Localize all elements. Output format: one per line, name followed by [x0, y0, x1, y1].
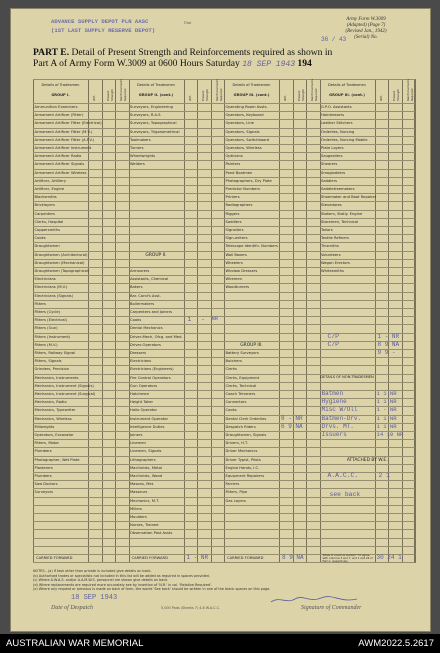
row-line	[33, 128, 415, 129]
trade-label: Driver-Mech, Ofcg. and Med.	[130, 334, 183, 339]
trade-label: Carpenters	[34, 211, 55, 216]
trade-label: Drivers, H.T.	[225, 441, 248, 446]
trade-label: Bakers	[130, 285, 143, 290]
row-line	[33, 505, 415, 506]
group-header: GROUP III.	[240, 342, 263, 348]
row-line	[33, 79, 415, 80]
row-line	[33, 160, 415, 161]
sub-column-header: W.E.	[187, 95, 192, 101]
row-line	[33, 382, 415, 383]
row-line	[33, 390, 415, 391]
trade-label: Operators, Keyboard	[225, 113, 264, 118]
non-tradesmen-header: DETAILS OF NON-TRADESMEN	[320, 374, 374, 379]
trade-label: Clerks, Equipment	[225, 375, 260, 380]
report-date: 18 SEP 1943	[242, 60, 296, 69]
row-line	[33, 300, 415, 301]
trade-label: Plate Layers	[321, 146, 344, 150]
unit-label: Unit	[184, 20, 192, 25]
trade-label: Saddlers	[321, 178, 338, 183]
footer-bar	[0, 634, 440, 653]
row-line	[33, 456, 415, 457]
trade-label: Equipment Repairers	[225, 474, 265, 478]
handwritten-value: 14 10 NR	[376, 431, 404, 438]
trade-label: Bar. Cond's Asst.	[130, 293, 161, 298]
trade-label: Mechanics, M.T.	[130, 498, 160, 503]
trade-label: Engine Hands, I.C.	[225, 465, 260, 470]
row-line	[33, 488, 415, 489]
trade-label: Riggers	[225, 211, 240, 216]
row-line	[33, 324, 415, 325]
trade-label: Instrument Operator	[130, 416, 168, 421]
trade-label: Tinsmiths	[321, 244, 339, 249]
trade-label: Orderlies, Nursing Mobile	[321, 137, 368, 142]
trade-label: Ammunition Examiners	[34, 105, 78, 109]
trade-label: Surveyors, Topographical	[130, 121, 177, 126]
trade-label: Orderlies, Nursing	[321, 129, 355, 134]
serial-number: 36 / 43	[321, 36, 347, 43]
trade-label: Hatchmen	[130, 392, 150, 396]
trade-label: Artificer, Artillery	[34, 178, 67, 183]
trade-label: Coach Trimmers	[225, 392, 256, 396]
trade-label: Cooks	[34, 236, 46, 241]
handwritten-value: 1	[187, 316, 192, 324]
trade-label: Saddletreemakers	[321, 187, 355, 191]
trade-label: Operating Room Assts.	[225, 105, 268, 109]
column-header: Details of Tradesmen	[137, 83, 175, 87]
trade-label: Saddlers	[225, 219, 242, 224]
trade-label: Wheelers	[225, 260, 243, 265]
trade-label: Volunteers	[321, 252, 341, 257]
trade-label: Tailors	[321, 228, 333, 232]
note-line: NOTES.- (a) If task other than private is included give details on back.	[33, 569, 152, 573]
handwritten-value: 1 1 NR	[376, 414, 397, 422]
row-line	[33, 521, 415, 522]
row-line	[33, 283, 415, 284]
carried-forward-label: CARRIED FORWARD	[227, 556, 264, 560]
trade-label: Fitters, Railway Signal	[34, 351, 76, 355]
sub-column-header: Present Strength	[392, 88, 400, 101]
trade-label: Electricians	[34, 277, 56, 282]
trade-label: Wiremen	[225, 277, 242, 282]
trade-label: Masons, Met.	[130, 482, 155, 487]
row-line	[33, 226, 415, 227]
handwritten-value: NR	[211, 316, 218, 323]
row-line	[33, 242, 415, 243]
handwritten-value: 1 - NR	[377, 332, 400, 340]
trade-label: Linemen	[130, 441, 146, 446]
trade-label: Machinists, Wood	[130, 474, 163, 478]
row-line	[33, 464, 415, 465]
row-line	[33, 201, 415, 202]
form-title	[33, 47, 413, 70]
row-line	[33, 308, 415, 309]
trade-label: Farriers	[225, 482, 240, 487]
row-line	[33, 267, 415, 268]
trade-label: Electricians (Engineers)	[130, 367, 174, 372]
row-line	[33, 292, 415, 293]
trade-label: Blacksmiths	[34, 195, 57, 200]
row-line	[33, 275, 415, 276]
trade-label: Clerks, Hospital	[34, 219, 64, 224]
row-line	[33, 136, 415, 137]
trade-label: Turners	[130, 146, 144, 150]
trade-label: Smoglodders	[321, 170, 346, 175]
trade-label: Storemen, Technical	[321, 219, 359, 224]
trade-label: Plumbers	[34, 474, 52, 478]
trade-label: Mechanics, Instrument (Surgical)	[34, 392, 96, 396]
row-line	[33, 431, 415, 432]
row-line	[33, 357, 415, 358]
part-label: PART E.	[33, 47, 70, 58]
trade-label: Nurses, Trained	[130, 523, 159, 528]
trade-label: Toolmakers	[130, 137, 151, 142]
form-ref-line: (Serial) No.	[354, 35, 378, 40]
trade-label: Photographer, Wet Plate	[34, 457, 80, 462]
trade-label: Mechanics, Instrument (Signals)	[34, 383, 94, 388]
row-line	[33, 193, 415, 194]
handwritten-value: 8 9 NA	[282, 554, 304, 561]
handwritten-value: 9 9 -	[377, 349, 396, 356]
trade-label: Wagon Erectors	[321, 260, 350, 265]
row-line	[33, 349, 415, 350]
row-line	[33, 513, 415, 514]
trade-label: Observation Post Assts	[130, 531, 173, 536]
trade-label: Clerks	[225, 367, 237, 372]
trade-label: Moulders	[130, 515, 147, 519]
trade-label: Shoemaker and Boot Repairer	[321, 195, 377, 200]
note-line: (b) Authorised trades or specialists not included in this list will be added as required in spaces provided.	[33, 573, 210, 578]
trade-label: Driver Mechanics	[225, 449, 258, 454]
trade-label: Armament Artificer Signals	[34, 162, 85, 167]
trade-label: Hairdressers	[321, 113, 345, 118]
trade-label: Lithographers	[130, 457, 156, 462]
handwritten-value: 1 - NR	[376, 406, 397, 414]
trade-label: Millers	[130, 506, 142, 511]
trade-label: Mechanics, Typewriter	[34, 408, 76, 413]
trade-label: Intelligence Duties	[130, 424, 165, 429]
trade-label: Linemen, Signals	[130, 449, 162, 454]
handwritten-value: 1 - NR	[186, 554, 209, 561]
trade-label: Surveyors, Trigonometrical	[130, 129, 180, 134]
trade-label: Operators, Line	[225, 121, 254, 126]
row-line	[33, 234, 415, 235]
row-line	[33, 365, 415, 366]
handwritten-value: C/P	[327, 340, 340, 348]
handwritten-label: Drvs. MT.	[321, 422, 354, 430]
trade-label: Electricians (Signals)	[34, 293, 74, 298]
handwritten-value: 8 - NR	[281, 414, 303, 422]
handwritten-value: 1 1 NR	[376, 422, 397, 430]
handwritten-label: Issuers	[321, 431, 347, 438]
column-header: Details of Tradesmen	[41, 83, 80, 87]
trade-label: Plumbers	[34, 449, 52, 454]
sub-column-header: W.E.	[378, 95, 383, 101]
trade-label: Masseurs	[130, 490, 148, 495]
sub-column-header: W.E.	[283, 95, 287, 101]
trade-label: Plasterers	[34, 465, 53, 470]
trade-label: Operators, Wireless	[225, 146, 262, 150]
trade-label: Leather Stitchers	[321, 121, 353, 126]
sub-column-header: W.E.	[92, 95, 96, 101]
row-line	[33, 177, 415, 178]
trade-label: Electricians (M.V.)	[34, 285, 68, 290]
trade-label: Mechanics, Wireless	[34, 416, 72, 421]
row-line	[33, 529, 415, 530]
trade-label: Armament Artificer Radio	[34, 154, 82, 159]
row-line	[33, 218, 415, 219]
group-header: GROUP III. (cont.)	[233, 93, 270, 97]
trade-label: Sign-writers	[225, 236, 248, 241]
sub-column-header: Reinforcements Required	[405, 79, 414, 101]
row-line	[33, 423, 415, 424]
row-line	[33, 144, 415, 145]
stamp-line-2: (1ST LAST SUPPLY RESERVE DEPOT)	[51, 27, 156, 34]
row-line	[33, 447, 415, 448]
trade-label: Wall Boxers	[225, 252, 247, 257]
trade-label: Radiographers	[225, 203, 253, 208]
handwritten-label: Hygiene	[321, 398, 347, 406]
note-line: (c) Where A.W.A.S. and/or A.A.M.W.S. personnel are shown give details on back.	[33, 578, 169, 583]
trade-label: Boilermakers	[130, 301, 155, 306]
handwritten-value: 30 24 1	[376, 554, 402, 561]
row-line	[33, 119, 415, 120]
sub-column-header: Present Strength	[105, 88, 114, 101]
trade-label: Armament Artificer Fitter (A.F.V.)	[34, 137, 95, 142]
trade-label: Whitesmiths	[321, 269, 344, 273]
printer-line: 5,000 Pads (Sheets 7) 4.8 W.A.C.C.	[161, 606, 221, 610]
handwritten-value: 6 9 NA	[281, 422, 303, 430]
trade-label: Height Taker	[130, 400, 154, 405]
signature-label: Signature of Commander	[301, 605, 362, 611]
handwritten-label: Misc W/Oll	[321, 406, 358, 414]
trade-label: Dental Clerk Orderlies	[225, 416, 267, 421]
trade-label: Fitters	[34, 301, 46, 306]
trade-label: Draughtsmen, Signals	[225, 433, 267, 437]
trade-label: Electricians	[130, 359, 152, 364]
trade-label: Assistants, Chemical	[130, 277, 169, 282]
trade-label: Textile Refiners	[321, 236, 349, 241]
column-header: Details of Tradesmen	[232, 83, 271, 87]
trade-label: Cooks	[225, 408, 237, 413]
trade-label: G.P.O. Assistants	[321, 105, 352, 109]
trade-label: Coppersmiths	[34, 228, 61, 232]
trade-label: Operators, Excavator	[34, 433, 74, 437]
sub-column-header: Reinforcements Required	[214, 79, 223, 101]
handwritten-label: Batmen	[321, 390, 344, 397]
footer-left: AUSTRALIAN WAR MEMORIAL	[6, 638, 144, 649]
group-header: GROUP I.	[51, 93, 70, 97]
carried-forward-label: CARRIED FORWARD	[131, 556, 168, 560]
trade-label: Fitters, Pipe	[225, 490, 248, 495]
form-ref-line: (Adapted) (Page 7)	[346, 23, 386, 28]
trade-label: Gas Layers	[225, 498, 246, 503]
trade-label: Millwrights	[34, 424, 55, 429]
trade-label: Artificer, Engine	[34, 187, 65, 191]
trade-label: Connectors	[225, 400, 247, 405]
row-line	[33, 152, 415, 153]
row-line	[33, 546, 415, 547]
handwritten-label: A.A.C.C.	[327, 472, 359, 479]
title-text-2: Part A of Army Form W.3009 at 0600 Hours Saturday	[33, 58, 240, 69]
sub-column-header: Reinforcements Required	[119, 79, 127, 101]
trade-label: Surveyors, R.A.S.	[130, 113, 162, 118]
row-line	[33, 316, 415, 317]
despatch-date: 18 SEP 1943	[71, 594, 118, 602]
trade-label: Dressers	[130, 351, 147, 355]
trade-label: Armament Artificer Instrument	[34, 146, 92, 150]
carried-forward-label: CARRIED FORWARD	[36, 556, 73, 560]
column-header: Details of Tradesmen	[328, 83, 366, 87]
trade-label: Draughtsmen (Architectural)	[34, 252, 88, 257]
trade-label: Armament Artificer (Fitter)	[34, 113, 84, 118]
row-line	[33, 111, 415, 112]
trade-label: Armament Artificer Wireless	[34, 170, 87, 175]
trade-label: Bricklayers	[34, 203, 55, 208]
row-line	[33, 341, 415, 342]
form-notes	[33, 569, 415, 592]
trade-label: Grinders, Precision	[34, 367, 70, 372]
trade-label: Fitters (Cycle)	[34, 310, 61, 314]
sub-column-header: Reinforcements Required	[310, 79, 318, 101]
trade-label: Welders	[130, 162, 145, 167]
signature-scrawl	[269, 595, 359, 605]
row-line	[33, 480, 415, 481]
trade-label: Cooks	[130, 318, 142, 323]
trade-label: Signallers	[225, 228, 244, 232]
carried-forward-label: Totals of columns marked * to agree with columns 3 and 7, and 1 and 26 of Part A, respectively.	[322, 554, 373, 563]
trade-label: Draughtsmen (Topographical)	[34, 269, 90, 273]
trade-label: Mechanics, Instruments	[34, 375, 79, 380]
unit-stamp	[51, 17, 181, 35]
trade-label: Fitters (Electrical)	[34, 318, 67, 323]
despatch-label: Date of Despatch	[51, 605, 93, 611]
trade-label: Surveyors	[34, 490, 54, 495]
trade-label: Battery Surveyors	[225, 351, 259, 355]
trade-label: Predictor Numbers	[225, 187, 260, 191]
trade-label: Photographers, Dry Plate	[225, 178, 272, 183]
row-line	[33, 538, 415, 539]
row-line	[33, 169, 415, 170]
trade-label: Window Dressers	[225, 269, 258, 273]
row-line	[33, 398, 415, 399]
trade-label: Fire Control Operators	[130, 375, 171, 380]
handwritten-value: C/P	[327, 332, 340, 340]
attached-header: ATTACHED BY W.E.	[346, 457, 388, 463]
sub-column-header: Present Strength	[296, 88, 305, 101]
trade-label: Saw Doctors	[34, 482, 58, 487]
trade-label: Surveyors, Engineering	[130, 105, 173, 109]
row-line	[33, 439, 415, 440]
trade-label: Joiners	[130, 433, 143, 437]
group-header: GROUP III. (cont.)	[329, 93, 365, 97]
trade-label: Armourers	[130, 269, 150, 273]
trade-label: Machinists, Metal	[130, 465, 163, 470]
trade-label: Pond Boatmen	[225, 170, 253, 175]
form-ref-line: Army Form W.3009	[346, 17, 386, 22]
trade-label: Stevedores	[321, 203, 342, 208]
trade-label: Woodturners	[225, 285, 250, 290]
army-form-sheet	[10, 8, 431, 632]
row-line	[33, 251, 415, 252]
trade-label: Fitters, Signals	[34, 359, 62, 364]
strength-table	[33, 79, 415, 563]
group-header: GROUP II.	[145, 252, 167, 258]
note-line: (d) Where replacements are required more accurately see by insertion of 'N.R.' in col. 'Relative Required'.	[33, 582, 213, 587]
trade-label: Despatch Riders	[225, 424, 256, 429]
trade-label: Fitters (Instrument)	[34, 334, 71, 339]
trade-label: Operators, Switchboard	[225, 137, 270, 142]
group-header: GROUP II. (cont.)	[138, 93, 174, 97]
trade-label: Butchers	[225, 359, 242, 364]
trade-label: Dental Mechanics	[130, 326, 163, 331]
trade-label: Shearers	[321, 162, 338, 167]
trade-label: Armament Artificer Fitter (Electrical)	[34, 121, 102, 126]
row-line	[33, 103, 415, 104]
note-line: (e) Where any request or previous is made on back of form, the words 'See back' should be written in one of the blank spaces on this page.	[33, 587, 271, 592]
trade-label: Draughtsmen	[34, 244, 60, 249]
handwritten-label: see back	[329, 491, 361, 499]
trade-label: Stokers, Statly. Engine	[321, 211, 363, 216]
trade-label: Clerks, Technical	[225, 383, 257, 388]
trade-label: Printers	[225, 195, 240, 200]
trade-label: Operators, Signals	[225, 129, 260, 134]
trade-label: Painters	[225, 162, 241, 167]
trade-label: Driver-Operators	[130, 342, 161, 347]
row-line	[33, 185, 415, 186]
trade-label: Driver Typist, Pilots	[225, 457, 261, 462]
stamp-line-1: ADVANCE SUPPLY DEPOT PLN AASC	[51, 18, 149, 25]
title-text-1: Detail of Present Strength and Reinforcements required as shown in	[71, 47, 333, 58]
trade-label: Armament Artificer Fitter (M.V.)	[34, 129, 93, 134]
trade-label: Saugeallers	[321, 154, 343, 159]
trade-label: Gun Operators	[130, 383, 158, 388]
trade-label: Carpenters and Joiners	[130, 310, 173, 314]
trade-label: Fitters (Gun)	[34, 326, 58, 331]
row-line	[33, 259, 415, 260]
handwritten-value: 2 1	[378, 472, 391, 479]
trade-label: Draughtsmen (Mechanical)	[34, 260, 85, 265]
trade-label: Wheelwrights	[130, 154, 156, 159]
trade-label: Hollo Operator	[130, 408, 158, 413]
handwritten-value: 8 9 NA	[377, 340, 400, 348]
row-line	[33, 210, 415, 211]
handwritten-value: -	[201, 316, 205, 324]
title-year: 194	[297, 58, 312, 69]
row-line	[33, 333, 415, 334]
sub-column-header: Present Strength	[201, 88, 209, 101]
trade-label: Fitters, Motor	[34, 441, 59, 446]
trade-label: Mechanics, Radio	[34, 400, 67, 405]
trade-label: Telescope Identifn. Numbers	[225, 244, 278, 249]
form-ref-line: (Revised Jan., 1942)	[345, 29, 387, 34]
handwritten-value: 1 1 NR	[376, 398, 397, 406]
handwritten-value: 1 1 NR	[376, 390, 397, 397]
handwritten-label: Batmen-Drv.	[321, 414, 362, 422]
footer-right: AWM2022.5.2617	[358, 638, 434, 649]
trade-label: Opticians	[225, 154, 243, 159]
trade-label: Fitters (M.V.)	[34, 342, 58, 347]
